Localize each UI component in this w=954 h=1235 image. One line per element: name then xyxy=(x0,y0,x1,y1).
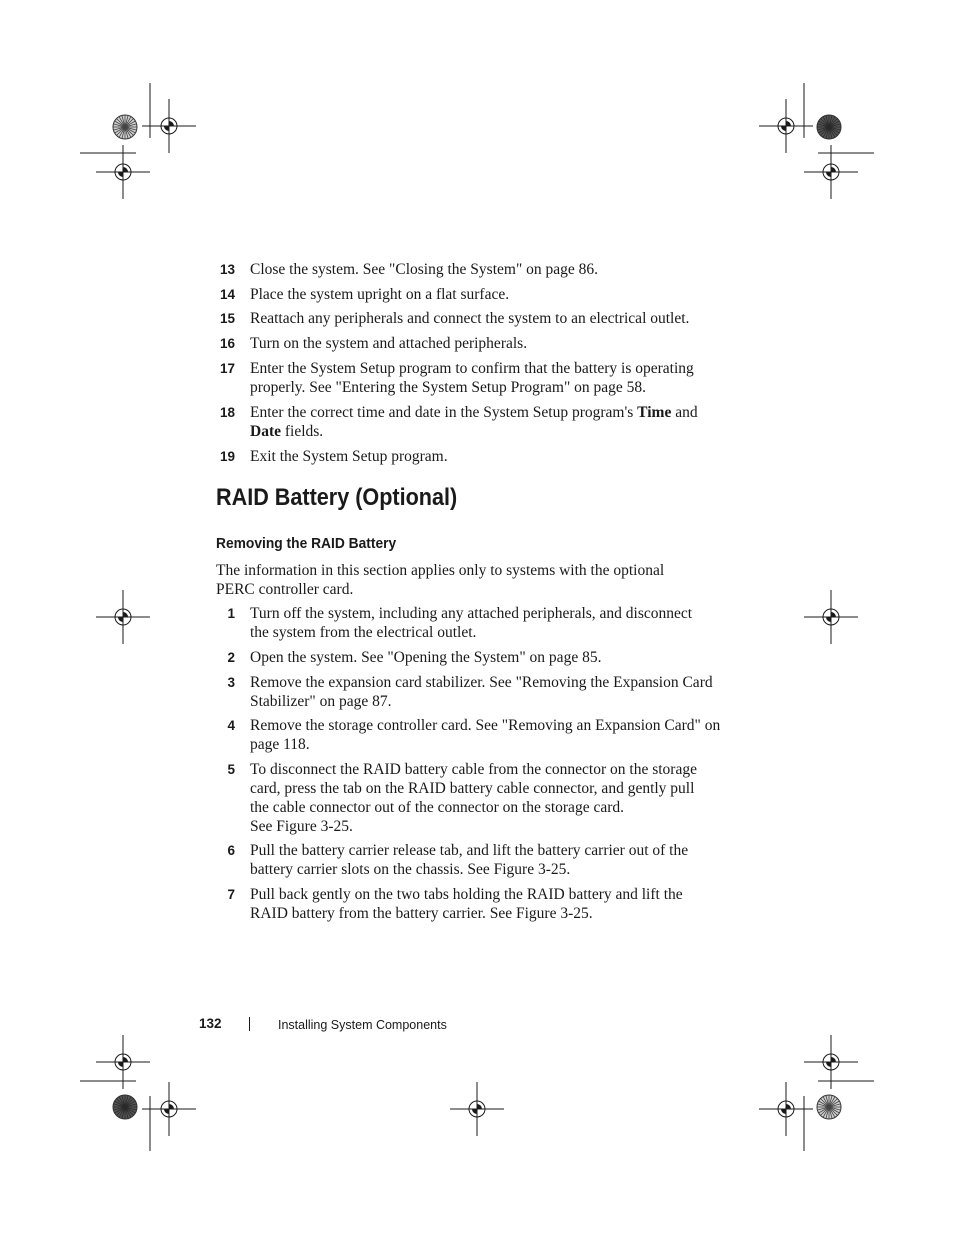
intro-line: PERC controller card. xyxy=(216,581,354,598)
step-number: 19 xyxy=(219,449,235,464)
step-number: 6 xyxy=(227,843,235,858)
step-text: properly. See "Entering the System Setup Program" on page 58. xyxy=(250,379,647,396)
step-text: Pull back gently on the two tabs holding the RAID battery and lift the xyxy=(250,886,683,903)
step-number: 2 xyxy=(227,650,235,665)
term-time: Time xyxy=(637,404,672,421)
step-text: card, press the tab on the RAID battery cable connector, and gently pull xyxy=(250,780,695,797)
step-text: To disconnect the RAID battery cable from the connector on the storage xyxy=(250,761,697,778)
footer-section-name: Installing System Components xyxy=(278,1018,447,1032)
step-text: Enter the System Setup program to confirm that the battery is operating xyxy=(250,360,694,377)
step-number: 5 xyxy=(227,762,235,777)
step-text: RAID battery from the battery carrier. See Figure 3-25. xyxy=(250,905,593,922)
step-number: 16 xyxy=(219,336,235,351)
subsection-title: Removing the RAID Battery xyxy=(216,535,397,552)
step-number: 7 xyxy=(227,887,235,902)
step-number: 3 xyxy=(227,675,235,690)
registration-mark-icon xyxy=(96,590,150,644)
registration-mark-icon xyxy=(759,1082,813,1136)
step-text: Close the system. See "Closing the System" on page 86. xyxy=(250,261,599,278)
footer-divider xyxy=(249,1017,250,1031)
step-text: battery carrier slots on the chassis. See Figure 3-25. xyxy=(250,861,571,878)
color-bar-disc-icon xyxy=(113,115,137,139)
step-text: the system from the electrical outlet. xyxy=(250,624,477,641)
step-number: 4 xyxy=(227,718,235,733)
color-bar-disc-icon xyxy=(817,1095,841,1119)
step-number: 15 xyxy=(219,311,235,326)
step-text: page 118. xyxy=(250,736,310,753)
color-bar-disc-icon xyxy=(817,115,841,139)
step-text: and xyxy=(671,404,698,421)
step-text: the cable connector out of the connector on the storage card. xyxy=(250,799,624,816)
step-text: Remove the storage controller card. See "Removing an Expansion Card" on xyxy=(250,717,721,734)
term-date: Date xyxy=(250,423,281,440)
step-text: Pull the battery carrier release tab, and lift the battery carrier out of the xyxy=(250,842,689,859)
step-number: 17 xyxy=(219,361,235,376)
step-text: Place the system upright on a flat surface. xyxy=(250,286,510,303)
color-bar-disc-icon xyxy=(113,1095,137,1119)
intro-line: The information in this section applies only to systems with the optional xyxy=(216,562,665,579)
registration-mark-icon xyxy=(759,99,813,153)
step-text: Turn on the system and attached peripherals. xyxy=(250,335,528,352)
step-text: Exit the System Setup program. xyxy=(250,448,448,465)
step-number: 18 xyxy=(219,405,235,420)
step-text: Open the system. See "Opening the System" on page 85. xyxy=(250,649,602,666)
intro-paragraph xyxy=(216,561,716,599)
step-text: fields. xyxy=(281,423,324,440)
step-text: Turn off the system, including any attached peripherals, and disconnect xyxy=(250,605,693,622)
step-number: 1 xyxy=(227,606,235,621)
section-title: RAID Battery (Optional) xyxy=(216,484,458,511)
step-text: Remove the expansion card stabilizer. See "Removing the Expansion Card xyxy=(250,674,713,691)
step-text: Reattach any peripherals and connect the system to an electrical outlet. xyxy=(250,310,690,327)
registration-mark-icon xyxy=(804,590,858,644)
page-number: 132 xyxy=(199,1016,222,1031)
step-text: Stabilizer" on page 87. xyxy=(250,693,392,710)
step-text: See Figure 3-25. xyxy=(250,818,353,835)
step-text: Enter the correct time and date in the System Setup program's xyxy=(250,404,638,421)
step-number: 14 xyxy=(219,287,235,302)
registration-mark-icon xyxy=(450,1082,504,1136)
step-number: 13 xyxy=(219,262,235,277)
